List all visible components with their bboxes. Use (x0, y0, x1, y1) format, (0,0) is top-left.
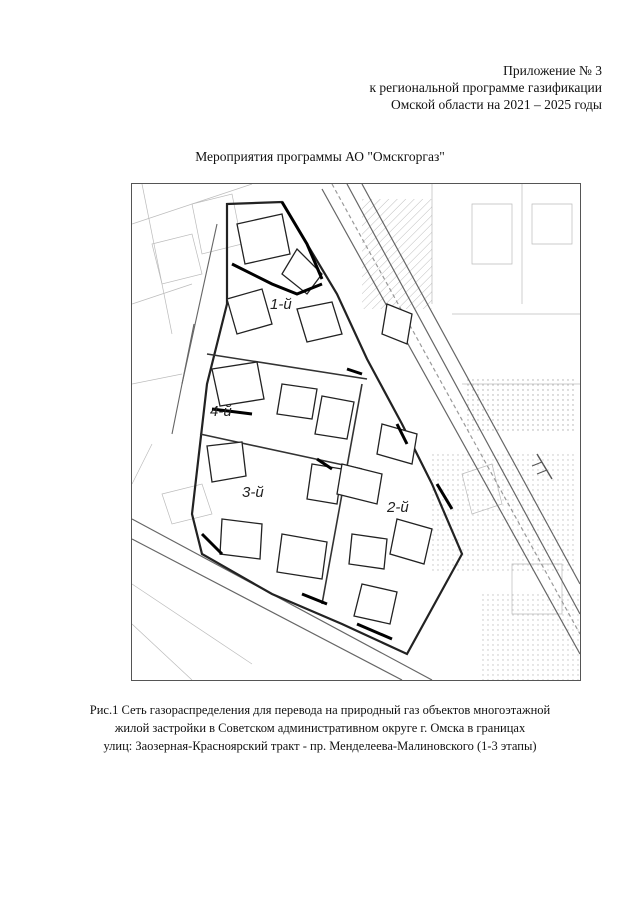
caption-line-1: Рис.1 Сеть газораспределения для перевода на природный газ объектов многоэтажной (89, 703, 551, 717)
stage-label-3: 3-й (242, 484, 264, 501)
figure-caption (0, 701, 640, 755)
appendix-region-period: Омской области на 2021 – 2025 годы (391, 97, 602, 112)
document-title: Мероприятия программы АО "Омскгоргаз" (195, 149, 445, 164)
map-drawing (132, 184, 580, 680)
caption-line-2: жилой застройки в Советском административном округе г. Омска в границах (114, 721, 526, 735)
caption-line-3: улиц: Заозерная-Красноярский тракт - пр. Менделеева-Малиновского (1-3 этапы) (103, 739, 537, 753)
gas-network-map (131, 183, 581, 681)
stage-label-1: 1-й (270, 296, 292, 313)
appendix-header (369, 62, 602, 113)
dotted-area (482, 594, 580, 680)
stage-label-2: 2-й (387, 499, 409, 516)
dotted-area (432, 454, 577, 574)
stage-label-4: 4-й (210, 403, 232, 420)
appendix-number: Приложение № 3 (503, 63, 602, 78)
appendix-program: к региональной программе газификации (369, 80, 602, 95)
